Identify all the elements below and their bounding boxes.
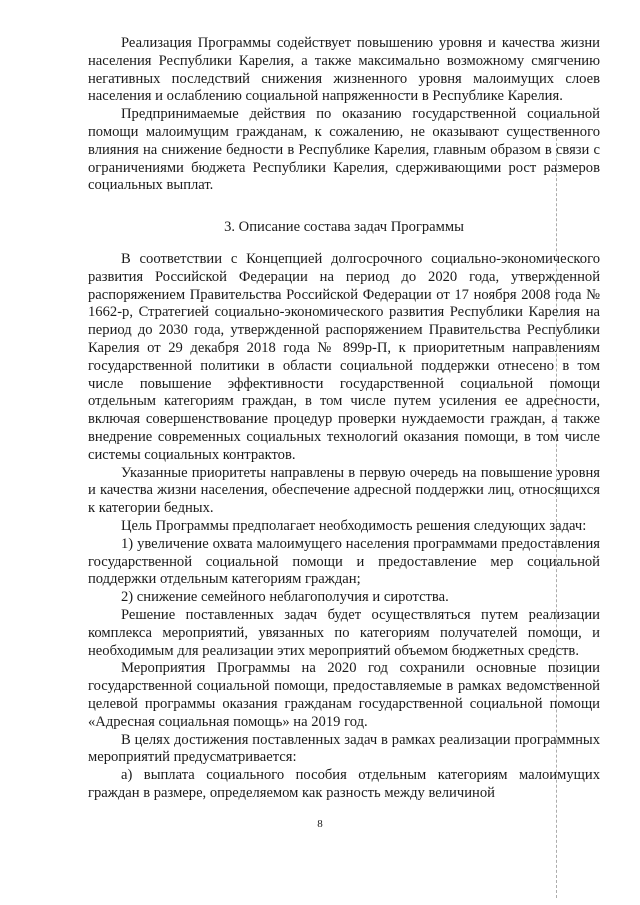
paragraph: Реализация Программы содействует повышению уровня и качества жизни населения Республики Карелия, а также максимально возможному смягчению негативных последствий снижения жизненного уровня малоимущих слоев населения и ослаблению социальной напряженности в Республике Карелия. xyxy=(88,35,600,105)
paragraph: Указанные приоритеты направлены в первую очередь на повышение уровня и качества жизни населения, обеспечение адресной поддержки лиц, относящихся к категории бедных. xyxy=(88,464,600,517)
page-number: 8 xyxy=(317,818,323,830)
paragraph: Предпринимаемые действия по оказанию государственной социальной помощи малоимущим гражданам, к сожалению, не оказывают существенного влияния на снижение бедности в Республике Карелия, главным образом в связи с ограничениями бюджета Республики Карелия, сдерживающими рост размеров социальных выплат. xyxy=(88,106,600,194)
paragraph: Цель Программы предполагает необходимость решения следующих задач: xyxy=(121,517,587,534)
intro-text xyxy=(88,35,600,195)
list-item: а) выплата социального пособия отдельным категориям малоимущих граждан в размере, определяемом как разность между величиной xyxy=(88,767,600,801)
paragraph: В целях достижения поставленных задач в рамках реализации программных мероприятий предусматривается: xyxy=(88,731,600,766)
paragraph: Мероприятия Программы на 2020 год сохранили основные позиции государственной социальной помощи, предоставляемые в рамках ведомственной целевой программы оказания гражданам государственной социальной помощи «Адресная социальная помощь» на 2019 год. xyxy=(88,660,600,730)
paragraph: Решение поставленных задач будет осуществляться путем реализации комплекса мероприятий, увязанных по категориям получателей помощи, и необходимым для реализации этих мероприятий объемом бюджетных средств. xyxy=(88,606,600,659)
section-body xyxy=(88,251,600,803)
section-heading: 3. Описание состава задач Программы xyxy=(224,219,464,235)
paragraph: В соответствии с Концепцией долгосрочного социально-экономического развития Российской Федерации на период до 2020 года, утвержденной распоряжением Правительства Российской Федерации от 17 ноября 2008 года № 1662-р, Стратегией социально-экономического развития Республики Карелия на период до 2030 года, утвержденной распоряжением Правительства Республики Карелия от 29 декабря 2018 года № 899р-П, к приоритетным направлениям государственной политики в области социальной поддержки отнесено в том числе повышение эффективности государственной социальной помощи отдельным категориям граждан, в том числе путем усиления ее адресности, включая совершенствование процедур проверки нуждаемости граждан, а также внедрение современных социальных технологий оказания помощи, в том числе системы социальных контрактов. xyxy=(88,251,600,463)
list-item: 2) снижение семейного неблагополучия и сиротства. xyxy=(121,589,449,606)
list-item: 1) увеличение охвата малоимущего населения программами предоставления государственной социальной помощи и предоставление мер социальной поддержки отдельным категориям граждан; xyxy=(88,535,600,588)
